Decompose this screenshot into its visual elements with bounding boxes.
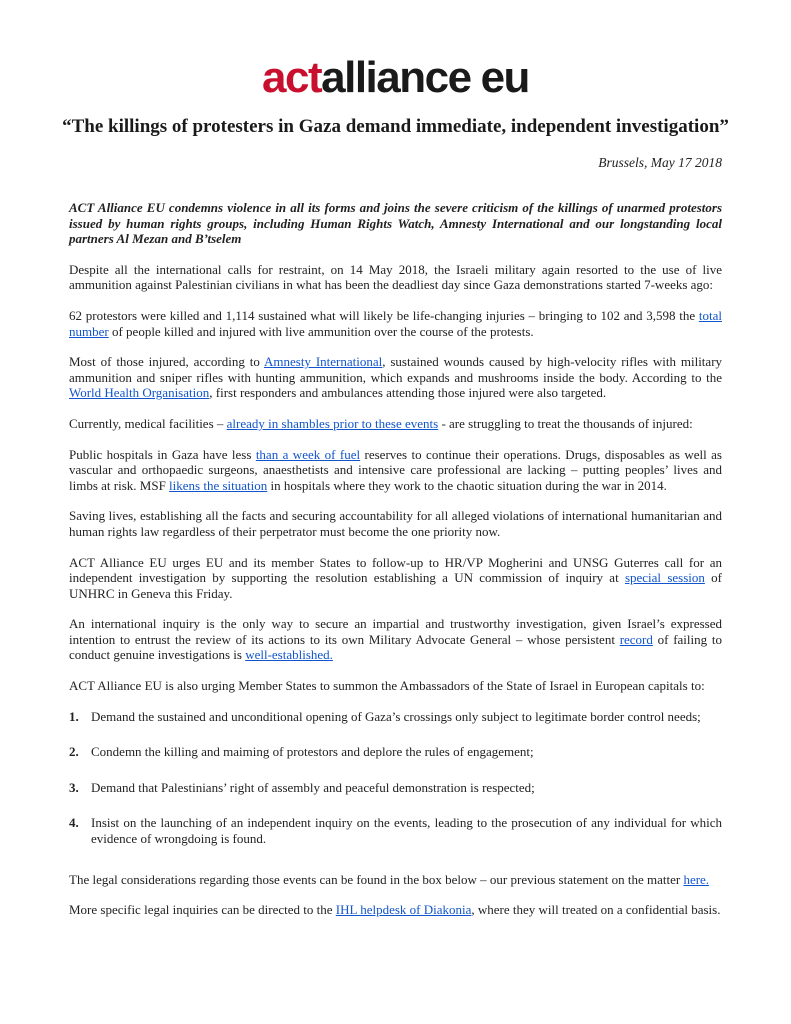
paragraph-medical-facilities: Currently, medical facilities – already in shambles prior to these events - are struggling to treat the thousands of injured:: [69, 415, 693, 431]
well-established-link[interactable]: well-established.: [245, 647, 333, 663]
dateline: Brussels, May 17 2018: [598, 155, 722, 170]
demands-list: [69, 709, 722, 847]
previous-statement-link[interactable]: here.: [683, 871, 710, 887]
list-item: [69, 815, 722, 846]
list-item-text: Condemn the killing and maiming of protestors and deplore the rules of engagement;: [91, 744, 534, 760]
list-item: [69, 780, 722, 796]
record-link[interactable]: record: [619, 631, 653, 647]
paragraph-international-inquiry: An international inquiry is the only way to secure an impartial and trustworthy investigation, given Israel’s expressed intention to entrust the review of its actions to its own Military Advocate General – whose persistent record of failing to conduct genuine investigations is well-established.: [69, 616, 722, 663]
paragraph-legal-considerations: The legal considerations regarding those events can be found in the box below – our previous statement on the matter here.: [69, 871, 710, 887]
list-item: [69, 709, 722, 725]
paragraph-restraint: Despite all the international calls for restraint, on 14 May 2018, the Israeli military again resorted to the use of live ammunition against Palestinian civilians in what has been the deadliest day since Gaza demonstrations started 7-weeks ago:: [69, 261, 722, 293]
ihl-helpdesk-link[interactable]: IHL helpdesk of Diakonia: [335, 902, 472, 918]
world-health-organisation-link[interactable]: World Health Organisation: [69, 385, 210, 401]
total-number-link[interactable]: total number: [69, 307, 722, 339]
paragraph-eu-urges: ACT Alliance EU urges EU and its member States to follow-up to HR/VP Mogherini and UNSG Guterres call for an independent investigation by supporting the resolution establishing a UN commission of inquiry at special session of UNHRC in Geneva this Friday.: [69, 554, 722, 601]
list-number: 1.: [69, 708, 79, 724]
paragraph-ihl-helpdesk: More specific legal inquiries can be directed to the IHL helpdesk of Diakonia, where they will treated on a confidential basis.: [69, 902, 721, 918]
list-item-text: Demand that Palestinians’ right of assembly and peaceful demonstration is respected;: [91, 779, 535, 795]
lead-paragraph: ACT Alliance EU condemns violence in all its forms and joins the severe criticism of the killings of unarmed protestors issued by human rights groups, including Human Rights Watch, Amnesty International and our longstanding local partners Al Mezan and B’tselem: [69, 200, 722, 247]
list-number: 3.: [69, 779, 79, 795]
list-number: 4.: [69, 815, 79, 831]
press-release-body: [69, 200, 722, 933]
paragraph-injuries: Most of those injured, according to Amnesty International, sustained wounds caused by high-velocity rifles with military ammunition and sniper rifles with hunting ammunition, which expands and mushrooms inside the body. According to the World Health Organisation, first responders and ambulances attending those injured were also targeted.: [69, 354, 723, 401]
likens-the-situation-link[interactable]: likens the situation: [169, 477, 268, 493]
week-of-fuel-link[interactable]: than a week of fuel: [255, 446, 361, 462]
amnesty-international-link[interactable]: Amnesty International: [264, 354, 383, 370]
paragraph-saving-lives: Saving lives, establishing all the facts and securing accountability for all alleged violations of international humanitarian and human rights law regardless of their perpetrator must become the one priority now.: [69, 508, 722, 539]
paragraph-casualties: 62 protestors were killed and 1,114 sustained what will likely be life-changing injuries – bringing to 102 and 3,598 the total number of people killed and injured with live ammunition over the course of the protests.: [69, 307, 722, 339]
list-item-text: Insist on the launching of an independent inquiry on the events, leading to the prosecution of any individual for which evidence of wrongdoing is found.: [91, 815, 722, 847]
list-item-text: Demand the sustained and unconditional opening of Gaza’s crossings only subject to legitimate border control needs;: [91, 708, 701, 724]
page-title: “The killings of protesters in Gaza demand immediate, independent investigation”: [62, 116, 729, 137]
paragraph-summon-ambassadors: ACT Alliance EU is also urging Member States to summon the Ambassadors of the State of Israel in European capitals to:: [69, 678, 705, 694]
list-number: 2.: [69, 744, 79, 760]
shambles-link[interactable]: already in shambles prior to these events: [226, 415, 439, 431]
special-session-link[interactable]: special session: [624, 570, 705, 586]
act-alliance-eu-logo: actalliance eu: [262, 53, 529, 102]
list-item: [69, 744, 722, 760]
paragraph-hospitals: Public hospitals in Gaza have less than a week of fuel reserves to continue their operations. Drugs, disposables as well as vascular and orthopaedic surgeons, anaesthetists and intensive care professional are lacking – putting peoples’ lives and limbs at risk. MSF likens the situation in hospitals where they work to the chaotic situation during the war in 2014.: [69, 446, 722, 493]
